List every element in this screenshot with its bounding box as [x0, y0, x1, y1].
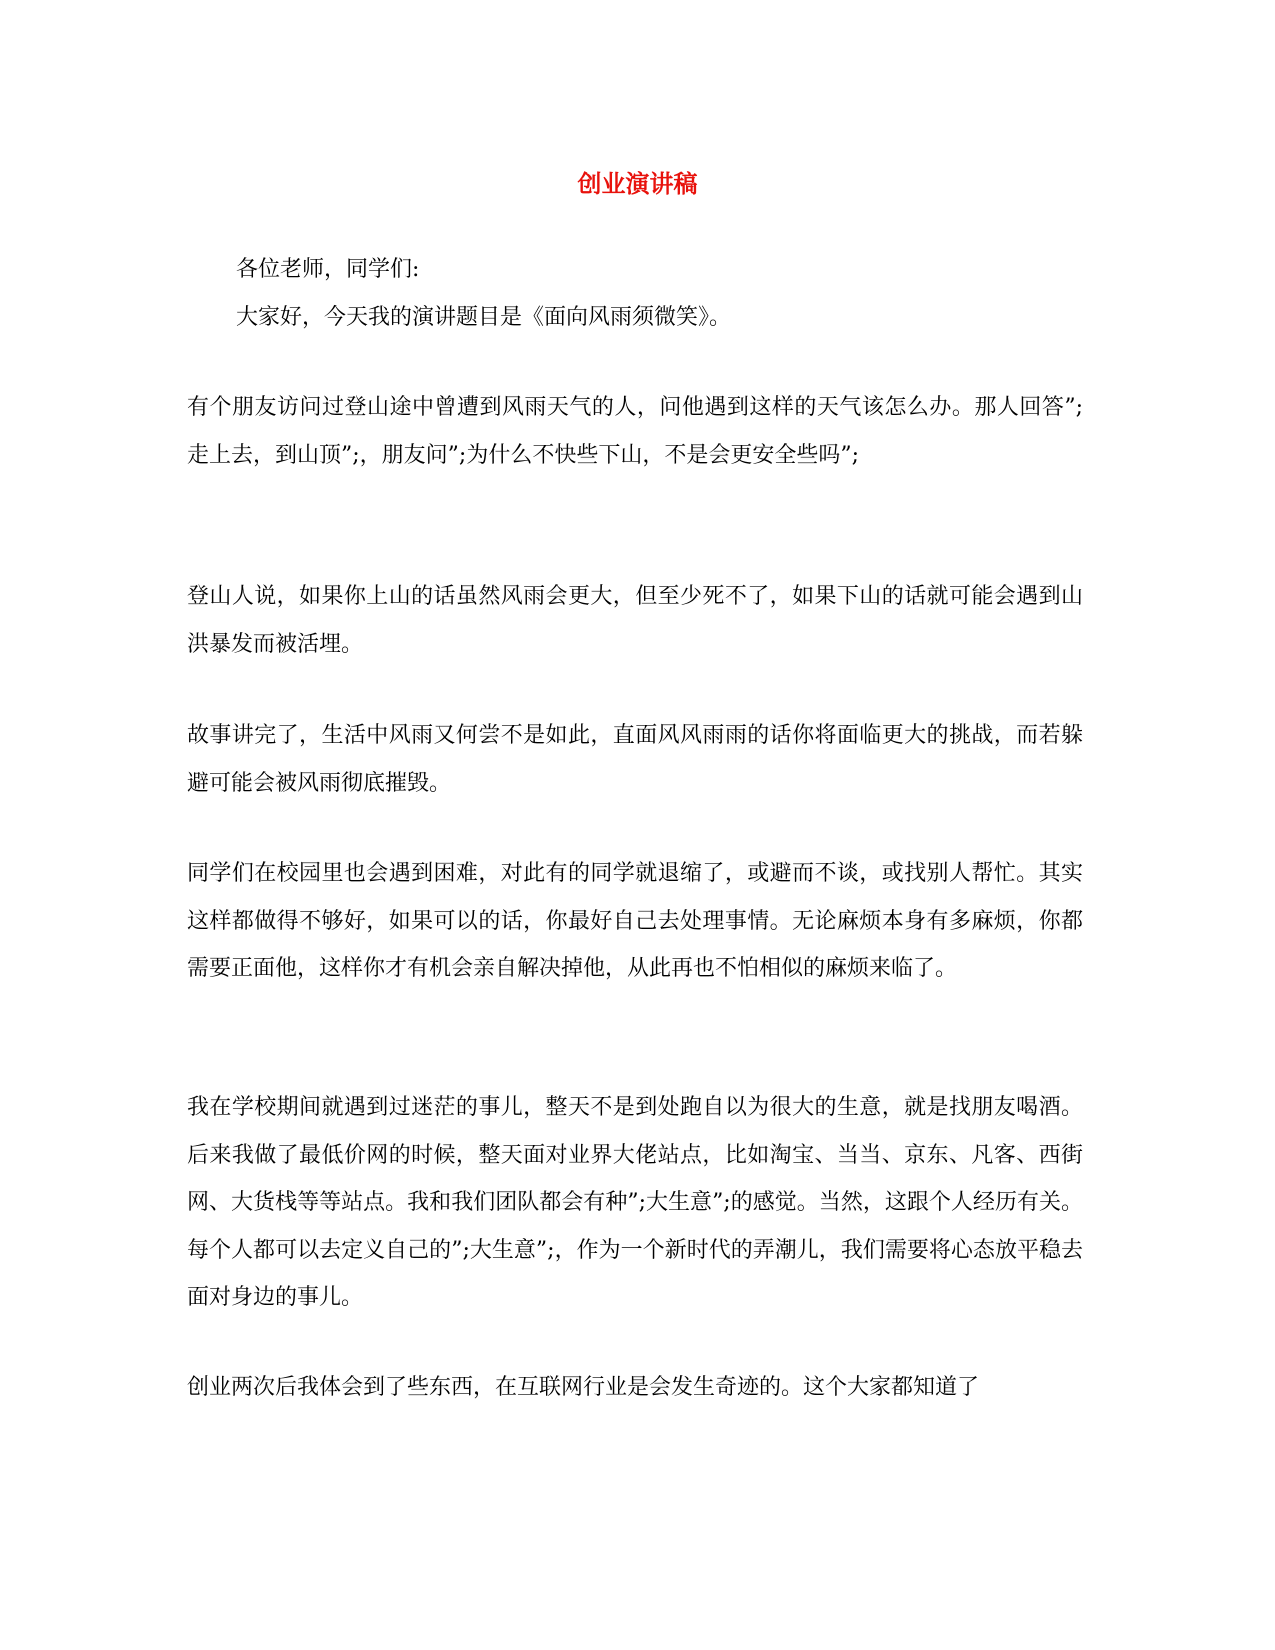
- paragraph-6: 创业两次后我体会到了些东西，在互联网行业是会发生奇迹的。这个大家都知道了: [187, 1375, 980, 1400]
- paragraph-2: 登山人说，如果你上山的话虽然风雨会更大，但至少死不了，如果下山的话就可能会遇到山洪暴发而被活埋。: [187, 584, 1083, 657]
- paragraph-3: 故事讲完了，生活中风雨又何尝不是如此，直面风风雨雨的话你将面临更大的挑战，而若躲避可能会被风雨彻底摧毁。: [187, 723, 1083, 796]
- intro-line: 大家好，今天我的演讲题目是《面向风雨须微笑》。: [236, 305, 732, 330]
- document-title: 创业演讲稿: [577, 169, 698, 198]
- paragraph-1: 有个朋友访问过登山途中曾遭到风雨天气的人，问他遇到这样的天气该怎么办。那人回答”;走上去，到山顶”;，朋友问”;为什么不快些下山，不是会更安全些吗”;: [187, 395, 1083, 468]
- paragraph-5: 我在学校期间就遇到过迷茫的事儿，整天不是到处跑自以为很大的生意，就是找朋友喝酒。后来我做了最低价网的时候，整天面对业界大佬站点，比如淘宝、当当、京东、凡客、西街网、大货栈等等站点。我和我们团队都会有种”;大生意”;的感觉。当然，这跟个人经历有关。每个人都可以去定义自己的”;大生意”;，作为一个新时代的弄潮儿，我们需要将心态放平稳去面对身边的事儿。: [187, 1095, 1083, 1310]
- greeting-line: 各位老师，同学们:: [236, 257, 420, 282]
- paragraph-4: 同学们在校园里也会遇到困难，对此有的同学就退缩了，或避而不谈，或找别人帮忙。其实这样都做得不够好，如果可以的话，你最好自己去处理事情。无论麻烦本身有多麻烦，你都需要正面他，这样你才有机会亲自解决掉他，从此再也不怕相似的麻烦来临了。: [187, 861, 1083, 981]
